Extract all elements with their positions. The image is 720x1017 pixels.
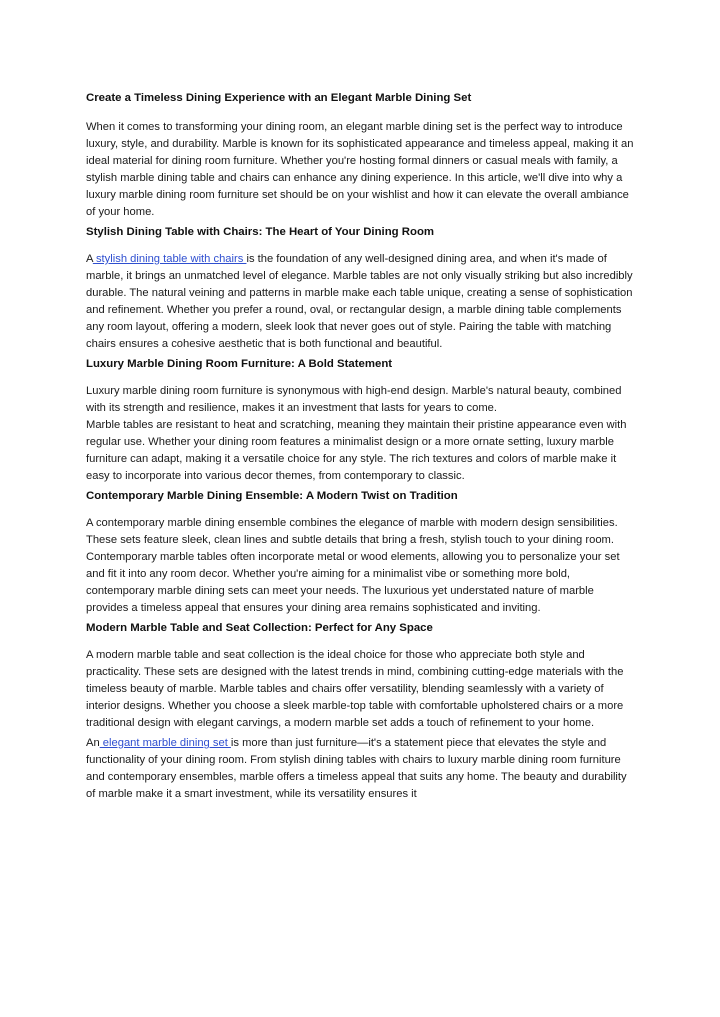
section-heading-luxury: Luxury Marble Dining Room Furniture: A Bold Statement xyxy=(86,358,393,370)
closing-pre: An xyxy=(86,737,100,749)
section-heading-stylish: Stylish Dining Table with Chairs: The Heart of Your Dining Room xyxy=(86,226,435,238)
document-page xyxy=(86,90,634,803)
contemporary-paragraph: A contemporary marble dining ensemble combines the elegance of marble with modern design sensibilities. These sets feature sleek, clean lines and subtle details that bring a fresh, stylish touch to your dining room. Contemporary marble tables often incorporate metal or wood elements, allowing you to personalize your set and fit it into any room decor. Whether you're aiming for a minimalist vibe or something more bold, contemporary marble dining sets can meet your needs. The luxurious yet understated nature of marble provides a timeless appeal that ensures your dining area remains sophisticated and inviting. xyxy=(86,517,620,614)
stylish-pre: A xyxy=(86,253,93,265)
stylish-post: is the foundation of any well-designed dining area, and when it's made of marble, it brings an unmatched level of elegance. Marble tables are not only visually striking but also incredibly durable. The natural veining and patterns in marble make each table unique, creating a sense of sophistication and refinement. Whether you prefer a round, oval, or rectangular design, a marble dining table complements any room layout, offering a modern, sleek look that never goes out of style. Pairing the table with matching chairs ensures a cohesive aesthetic that is both functional and beautiful. xyxy=(86,253,633,350)
luxury-paragraph-1: Luxury marble dining room furniture is synonymous with high-end design. Marble's natural beauty, combined with its strength and resilience, makes it an investment that lasts for years to come. xyxy=(86,385,622,414)
luxury-paragraph-2: Marble tables are resistant to heat and scratching, meaning they maintain their pristine appearance even with regular use. Whether your dining room features a minimalist design or a more ornate setting, luxury marble furniture can adapt, making it a versatile choice for any style. The rich textures and colors of marble make it easy to incorporate into various decor themes, from contemporary to classic. xyxy=(86,419,627,482)
document-title: Create a Timeless Dining Experience with an Elegant Marble Dining Set xyxy=(86,92,472,104)
stylish-paragraph xyxy=(86,251,634,353)
elegant-marble-dining-set-link[interactable]: elegant marble dining set xyxy=(99,737,231,749)
stylish-dining-table-link[interactable]: stylish dining table with chairs xyxy=(92,253,247,265)
section-heading-modern: Modern Marble Table and Seat Collection: Perfect for Any Space xyxy=(86,622,433,634)
modern-paragraph: A modern marble table and seat collection is the ideal choice for those who appreciate both style and practicality. These sets are designed with the latest trends in mind, combining cutting-edge materials with the timeless beauty of marble. Marble tables and chairs offer versatility, blending seamlessly with a variety of interior designs. Whether you choose a sleek marble-top table with comfortable upholstered chairs or a more traditional design with elegant carvings, a modern marble set adds a touch of refinement to your home. xyxy=(86,649,624,729)
closing-post: is more than just furniture—it's a statement piece that elevates the style and functionality of your dining room. From stylish dining tables with chairs to luxury marble dining room furniture and contemporary ensembles, marble offers a timeless appeal that suits any home. The beauty and durability of marble make it a smart investment, while its versatility ensures it xyxy=(86,737,627,800)
closing-paragraph xyxy=(86,735,634,803)
section-heading-contemporary: Contemporary Marble Dining Ensemble: A Modern Twist on Tradition xyxy=(86,490,458,502)
intro-paragraph: When it comes to transforming your dining room, an elegant marble dining set is the perfect way to introduce luxury, style, and durability. Marble is known for its sophisticated appearance and timeless appeal, making it an ideal material for dining room furniture. Whether you're hosting formal dinners or casual meals with family, a stylish marble dining table and chairs can enhance any dining experience. In this article, we'll dive into why a luxury marble dining room furniture set should be on your wishlist and how it can elevate the overall ambiance of your home. xyxy=(86,121,634,218)
